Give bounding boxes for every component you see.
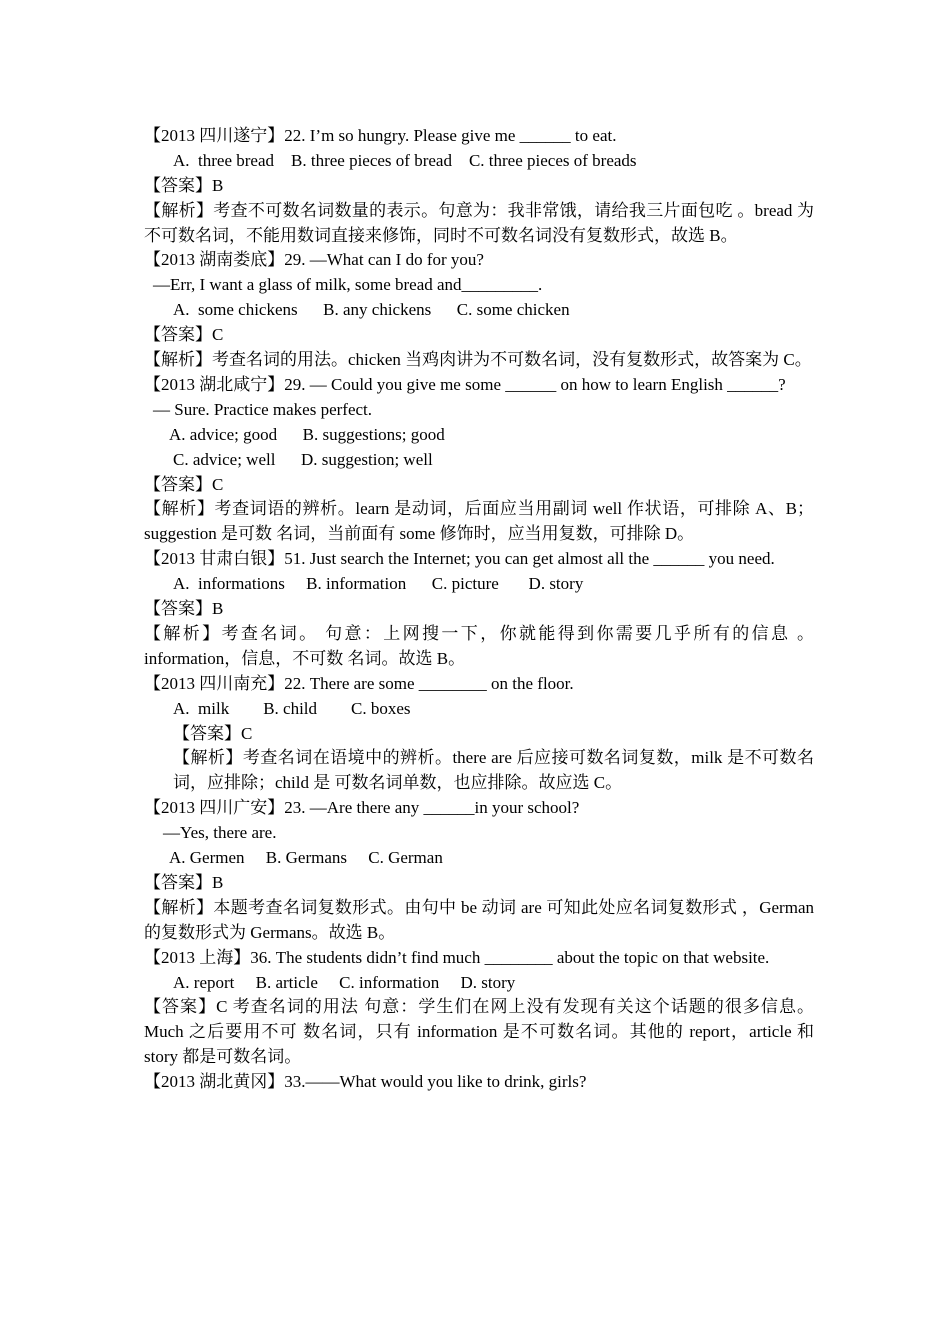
question-text: 【2013 上海】36. The students didn’t find much ________ about the topic on that website.: [144, 947, 770, 967]
answer-and-analysis: 【答案】C 考查名词的用法 句意：学生们在网上没有发现有关这个话题的很多信息。Much 之后要用不可 数名词，只有 information 是不可数名词。其他的 report，article 和 story 都是可数名词。: [144, 997, 814, 1067]
answer-key: 【答案】C: [144, 325, 224, 345]
answer-key: 【答案】C: [173, 723, 253, 743]
analysis-text: 【解析】考查词语的辨析。learn 是动词，后面应当用副词 well 作状语，可排除 A、B；suggestion 是可数 名词，当前面有 some 修饰时，应当用复数，可排除 D。: [144, 499, 814, 544]
answer-options: A. three bread B. three pieces of bread C. three pieces of breads: [173, 150, 637, 170]
answer-options: A. informations B. information C. picture D. story: [173, 574, 584, 594]
answer-key: 【答案】C: [144, 474, 224, 494]
answer-options: A. some chickens B. any chickens C. some chicken: [173, 300, 570, 320]
answer-options: A. report B. article C. information D. story: [173, 972, 516, 992]
answer-key: 【答案】B: [144, 872, 224, 892]
analysis-text: 【解析】考查名词的用法。chicken 当鸡肉讲为不可数名词，没有复数形式，故答案为 C。: [144, 350, 812, 370]
question-text: 【2013 四川南充】22. There are some ________ on the floor.: [144, 673, 574, 693]
question-text: 【2013 湖北黄冈】33.——What would you like to drink, girls?: [144, 1072, 587, 1092]
question-dialogue: —Yes, there are.: [163, 823, 277, 843]
question-text: 【2013 四川广安】23. —Are there any ______in your school?: [144, 798, 580, 818]
question-text: 【2013 湖北咸宁】29. — Could you give me some ______ on how to learn English ______?: [144, 374, 786, 394]
analysis-text: 【解析】考查名词。 句意：上网搜一下，你就能得到你需要几乎所有的信息 。information，信息，不可数 名词。故选 B。: [144, 623, 814, 668]
question-text: 【2013 湖南娄底】29. —What can I do for you?: [144, 250, 484, 270]
question-dialogue: —Err, I want a glass of milk, some bread and_________.: [153, 275, 543, 295]
analysis-text: 【解析】考查不可数名词数量的表示。句意为：我非常饿，请给我三片面包吃 。bread 为不可数名词，不能用数词直接来修饰，同时不可数名词没有复数形式，故选 B。: [144, 200, 814, 245]
document-page: [144, 124, 814, 1095]
answer-options: A. milk B. child C. boxes: [173, 698, 411, 718]
answer-options: C. advice; well D. suggestion; well: [173, 449, 433, 469]
analysis-text: 【解析】本题考查名词复数形式。由句中 be 动词 are 可知此处应名词复数形式 ，German 的复数形式为 Germans。故选 B。: [144, 897, 814, 942]
question-text: 【2013 甘肃白银】51. Just search the Internet; you can get almost all the ______ you need.: [144, 549, 775, 569]
question-text: 【2013 四川遂宁】22. I’m so hungry. Please give me ______ to eat.: [144, 126, 617, 145]
answer-options: A. Germen B. Germans C. German: [169, 848, 443, 867]
answer-options: A. advice; good B. suggestions; good: [169, 424, 445, 444]
question-dialogue: — Sure. Practice makes perfect.: [153, 399, 373, 419]
answer-key: 【答案】B: [144, 175, 224, 195]
analysis-text: 【解析】考查名词在语境中的辨析。there are 后应接可数名词复数，milk 是不可数名词，应排除；child 是 可数名词单数，也应排除。故应选 C。: [173, 748, 814, 793]
answer-key: 【答案】B: [144, 599, 224, 619]
